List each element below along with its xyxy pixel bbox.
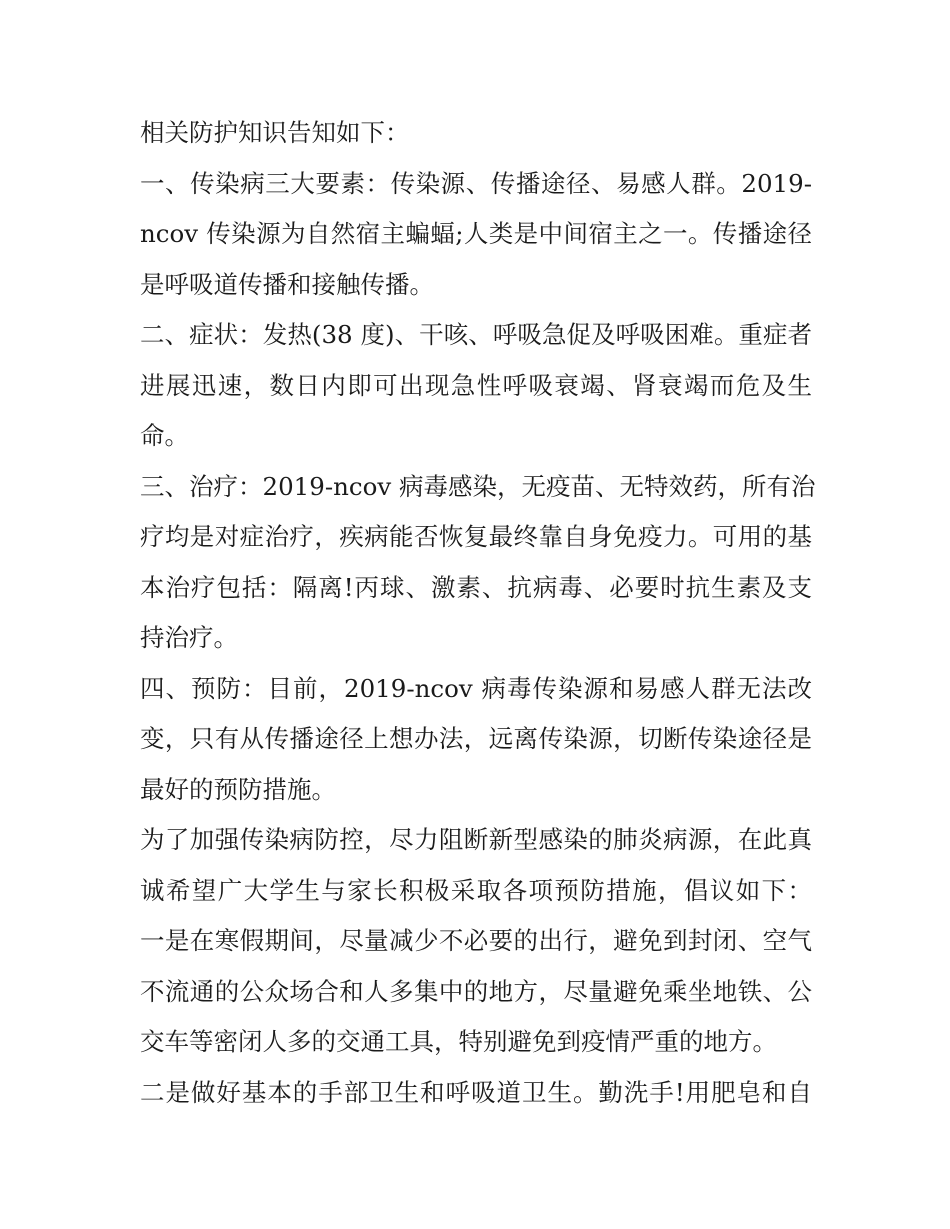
text-line: 命。 (140, 421, 189, 450)
text-line: 二是做好基本的手部卫生和呼吸道卫生。勤洗手!用肥皂和自 (140, 1077, 812, 1107)
text-line: 四、预防：目前，2019-ncov 病毒传染源和易感人群无法改 (140, 673, 812, 703)
text-line: 交车等密闭人多的交通工具，特别避免到疫情严重的地方。 (140, 1027, 777, 1056)
text-line: 二、症状：发热(38 度)、干咳、呼吸急促及呼吸困难。重症者 (140, 320, 812, 349)
text-line: 为了加强传染病防控，尽力阻断新型感染的肺炎病源，在此真 (140, 825, 812, 854)
text-line: 最好的预防措施。 (140, 774, 336, 804)
text-line: ncov 传染源为自然宿主蝙蝠;人类是中间宿主之一。传播途径 (140, 219, 812, 248)
text-line: 一是在寒假期间，尽量减少不必要的出行，避免到封闭、空气 (140, 926, 812, 955)
text-line: 持治疗。 (140, 623, 238, 652)
text-line: 进展迅速，数日内即可出现急性呼吸衰竭、肾衰竭而危及生 (140, 370, 812, 400)
text-line: 变，只有从传播途径上想办法，远离传染源，切断传染途径是 (140, 724, 812, 753)
text-line: 三、治疗：2019-ncov 病毒感染，无疫苗、无特效药，所有治 (140, 471, 816, 501)
document-body (140, 108, 816, 1118)
text-line: 诚希望广大学生与家长积极采取各项预防措施，倡议如下： (140, 875, 812, 905)
text-line: 一、传染病三大要素：传染源、传播途径、易感人群。2019- (140, 168, 812, 198)
text-line: 相关防护知识告知如下： (140, 118, 410, 147)
text-line: 本治疗包括：隔离!丙球、激素、抗病毒、必要时抗生素及支 (140, 572, 812, 602)
text-line: 不流通的公众场合和人多集中的地方，尽量避免乘坐地铁、公 (140, 976, 812, 1006)
text-line: 是呼吸道传播和接触传播。 (140, 269, 434, 299)
text-line: 疗均是对症治疗，疾病能否恢复最终靠自身免疫力。可用的基 (140, 522, 812, 551)
